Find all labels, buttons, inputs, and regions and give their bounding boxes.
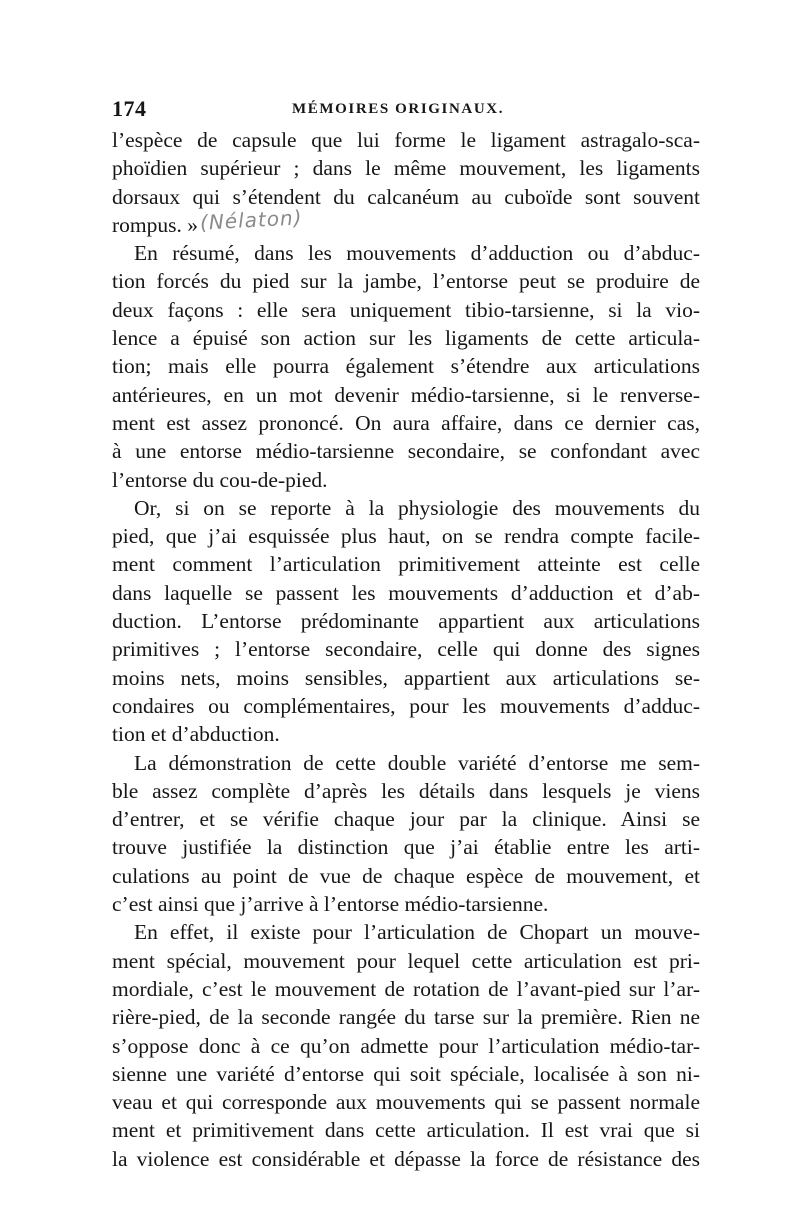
text-line: duction. L’entorse prédominante appartient aux articulations (112, 609, 700, 634)
text-line: tion; mais elle pourra également s’étendre aux articulations (112, 354, 700, 379)
text-line: dorsaux qui s’étendent du calcanéum au cuboïde sont souvent (112, 184, 700, 209)
text-line: condaires ou complémentaires, pour les mouvements d’adduc- (112, 693, 700, 718)
text-line: veau et qui corresponde aux mouvements qui se passent normale (112, 1090, 700, 1115)
text-line: ment est assez prononcé. On aura affaire, dans ce dernier cas, (112, 410, 700, 435)
text-line: deux façons : elle sera uniquement tibio-tarsienne, si la vio- (112, 297, 700, 322)
text-line: rompus. » (112, 212, 198, 237)
text-line: primitives ; l’entorse secondaire, celle qui donne des signes (112, 637, 700, 662)
text-line: La démonstration de cette double variété d’entorse me sem- (134, 750, 700, 775)
running-header (112, 96, 702, 124)
text-line: ment et primitivement dans cette articulation. Il est vrai que si (112, 1118, 700, 1143)
text-line: ble assez complète d’après les détails dans lesquels je viens (112, 778, 700, 803)
handwritten-margin-note: (Nélaton) (199, 205, 303, 235)
text-line: ment spécial, mouvement pour lequel cette articulation est pri- (112, 948, 700, 973)
text-line: En effet, il existe pour l’articulation de Chopart un mouve- (134, 920, 700, 945)
text-line: mordiale, c’est le mouvement de rotation de l’avant-pied sur l’ar- (112, 976, 700, 1001)
text-line: l’espèce de capsule que lui forme le ligament astragalo-sca- (112, 128, 700, 152)
text-line: sienne une variété d’entorse qui soit spéciale, localisée à son ni- (112, 1061, 700, 1086)
text-line: c’est ainsi que j’arrive à l’entorse médio-tarsienne. (112, 892, 549, 917)
text-line: En résumé, dans les mouvements d’adduction ou d’abduc- (134, 241, 700, 266)
text-line: antérieures, en un mot devenir médio-tarsienne, si le renverse- (112, 382, 700, 407)
header-title: MÉMOIRES ORIGINAUX. (292, 101, 505, 117)
text-line: tion et d’abduction. (112, 722, 280, 747)
text-line: tion forcés du pied sur la jambe, l’entorse peut se produire de (112, 269, 700, 294)
text-line: ment comment l’articulation primitivement atteinte est celle (112, 552, 700, 577)
text-line: culations au point de vue de chaque espèce de mouvement, et (112, 863, 700, 888)
text-line: rière-pied, de la seconde rangée du tarse sur la première. Rien ne (112, 1005, 700, 1030)
text-line: l’entorse du cou-de-pied. (112, 467, 328, 492)
page-number: 174 (112, 96, 147, 121)
text-line: phoïdien supérieur ; dans le même mouvement, les ligaments (112, 156, 700, 181)
text-line: trouve justifiée la distinction que j’ai établie entre les arti- (112, 835, 700, 860)
body-text (112, 126, 700, 1173)
text-line: d’entrer, et se vérifie chaque jour par la clinique. Ainsi se (112, 807, 700, 832)
text-line: s’oppose donc à ce qu’on admette pour l’articulation médio-tar- (112, 1033, 700, 1058)
text-line: moins nets, moins sensibles, appartient aux articulations se- (112, 665, 700, 690)
text-line: à une entorse médio-tarsienne secondaire, se confondant avec (112, 439, 700, 464)
text-line: dans laquelle se passent les mouvements d’adduction et d’ab- (112, 580, 700, 605)
text-line: Or, si on se reporte à la physiologie des mouvements du (134, 495, 700, 520)
text-line: pied, que j’ai esquissée plus haut, on se rendra compte facile- (112, 524, 700, 549)
text-line: la violence est considérable et dépasse la force de résistance des (112, 1146, 700, 1171)
text-line: lence a épuisé son action sur les ligaments de cette articula- (112, 326, 700, 351)
